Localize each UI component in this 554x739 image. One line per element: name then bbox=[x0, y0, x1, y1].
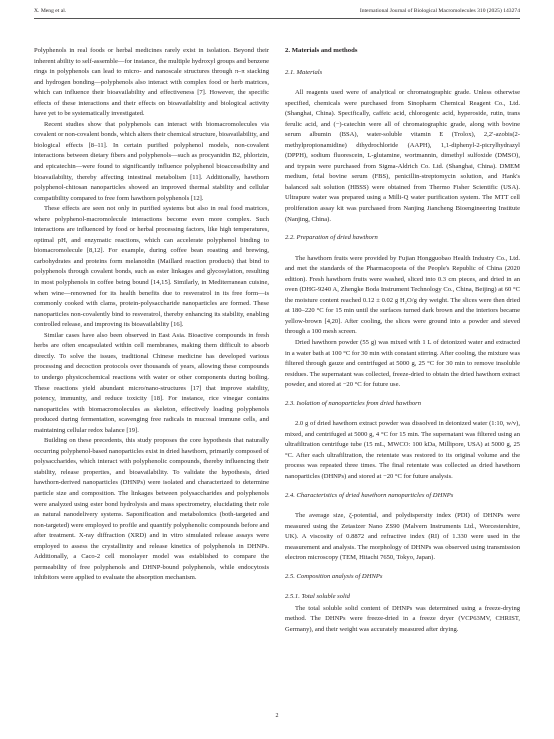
preparation-paragraph-1: The hawthorn fruits were provided by Fujian Hongguobao Health Industry Co., Ltd. and met the standards of the Pharmacopoeia of the People's Republic of China (2020 edition). Fresh hawthorn fruits were washed, sliced into 0.3 cm pieces, and dried in an oven (DHG-9240 A, Zhengke Boda Instrument Technology Co., China, Beijing) at 60 °C the moisture content reached 0.12 ± 0.02 g H₂O/g dry weight. The slices were then dried at 180–220 °C for 15 min until the surfaces turned dark brown and the interiors became yellow-brown [4,20]. After cooling, the slices were ground into a powder and sieved through a 100 mesh screen. bbox=[285, 254, 520, 336]
materials-paragraph: All reagents used were of analytical or chromatographic grade. Unless otherwise specified, chemicals were purchased from Sinopharm Chemical Reagent Co., Ltd. (Shanghai, China). Specifically, caffeic acid, chlorogenic acid, hyperoside, rutin, trans ferulic acid, and (−)-catechin were all of chromatographic grade, along with bovine serum albumin (BSA), water-soluble vitamin E (Trolox), 2,2′-azobis(2-methylpropionamidine) dihydrochloride (AAPH), 1,1-diphenyl-2-picrylhydrazyl (DPPH), sodium fluorescein, L-glutamine, wortmannin, dimethyl sulfoxide (DMSO), and trypsin were purchased from Sigma-Aldrich Co. Ltd. (Shanghai, China). DMEM medium, fetal bovine serum (FBS), penicillin-streptomycin solution, and Hank's balanced salt solution (HBSS) were obtained from Thermo Fisher Scientific (USA). Ultrapure water was prepared using a Milli-Q water purification system. The MTT cell proliferation assay kit was purchased from Nanjing Jiancheng Bioengineering Institute (Nanjing, China). bbox=[285, 89, 520, 223]
page-number: 2 bbox=[275, 713, 279, 719]
left-paragraph-2: Recent studies show that polyphenols can interact with biomacromolecules via covalent or non-covalent bonds, which alters their chemical structure, bioavailability, and biological effects [8–11]. In certain purified polyphenol models, non-covalent interactions between dietary fibers and polyphenols—such as procyanidin B2, phlorizin, and epicatechin—were found to significantly influence polyphenol bioaccessibility and bioavailability, thereby affecting intestinal metabolism [11]. Additionally, hawthorn polyphenol-chitosan nanoparticles showed an improved thermal stability and cellular compatibility compared to free form hawthorn polyphenols [12]. bbox=[34, 120, 269, 202]
header-authors: X. Meng et al. bbox=[34, 8, 67, 14]
header-journal: International Journal of Biological Macromolecules 310 (2025) 143274 bbox=[359, 8, 520, 14]
left-paragraph-1: Polyphenols in real foods or herbal medicines rarely exist in isolation. Beyond their inherent ability to self-assemble—for instance, the multiple hydroxyl groups and benzene rings in polyphenols can lead to micro- and nanoscale structures through π–π stacking and hydrogen bonding—polyphenols also interact with complex food or herb matrices, which can influence their bioavailability and effectiveness [7]. However, the specific effects of these interactions and their effects on bioavailability and biological activity have yet to be systematically investigated. bbox=[34, 47, 269, 118]
right-column bbox=[285, 46, 520, 635]
header-rule bbox=[34, 18, 520, 19]
soluble-solid-paragraph: The total soluble solid content of DHNPs was determined using a freeze-drying method. The DHNPs were freeze-dried in a freeze dryer (VCP63MV, CHRIST, Germany), and their weight was accurately measured after drying. bbox=[285, 604, 520, 633]
subsection-heading-characteristics: 2.4. Characteristics of dried hawthorn nanoparticles of DHNPs bbox=[285, 491, 454, 499]
left-column bbox=[34, 46, 269, 584]
left-paragraph-4: Similar cases have also been observed in East Asia. Bioactive compounds in fresh herbs are often encapsulated within cell membranes, making them difficult to absorb directly. To solve the issues, traditional Chinese medicine has developed various processing and decoction protocols over thousands of years, allowing these compounds to undergo physicochemical reactions with water or other components during boiling. These reactions yield abundant micro/nano-structures [17] that improve stability, potency, immunity, and reduce toxicity [18]. For instance, rice vinegar contains nanoparticles with biomacromolecules as skeleton, effectively loading polyphenols produced during fermentation, scavenging free radicals in mucosal immune cells, and maintaining cellular redox balance [19]. bbox=[34, 331, 269, 434]
left-paragraph-3: These effects are seen not only in purified systems but also in real food matrices, where polyphenol-macromolecule interactions become even more complex. Such interactions are influenced by food or herbal processing factors, like high temperatures, optimal pH, and enzymatic reactions, which can accelerate polyphenol binding to biomacromolecule [8,12]. For example, during coffee bean roasting and brewing, carbohydrates and proteins form melanoidin (Maillard reaction products) that bind to polyphenols through covalent bonds, such as ester linkages and glycosylation, resulting in most polyphenols in coffee being bound [14,15]. Similarly, in Mediterranean cuisine, when wine—renowned for its health benefits due to resveratrol in its free form—is commonly cooked with clams, protein-polysaccharide nanoparticles are formed. These nanoparticles non-covalently bind to resveratrol, thereby enhancing its stability, enabling controlled release, and improving its bioavailability [16]. bbox=[34, 205, 269, 329]
characteristics-paragraph: The average size, ζ-potential, and polydispersity index (PDI) of DHNPs were measured using the Zetasizer Nano ZS90 (Malvern Instruments Ltd., Worcestershire, UK). A viscosity of 0.8872 and refractive index (RI) of 1.330 were used in the measurement and analysis. The morphology of DHNPs was observed using transmission electron microscopy (TEM, Hitachi 7650, Tokyo, Japan). bbox=[285, 512, 520, 562]
subsection-heading-materials: 2.1. Materials bbox=[285, 68, 323, 76]
subsection-heading-preparation: 2.2. Preparation of dried hawthorn bbox=[285, 234, 378, 242]
subsubsection-heading-soluble-solid: 2.5.1. Total soluble solid bbox=[285, 593, 350, 601]
left-paragraph-5: Building on these precedents, this study proposes the core hypothesis that naturally occurring polyphenol-based nanoparticles exist in dried hawthorn, primarily composed of polysaccharides, which interact with polyphenolic compounds, thereby influencing their stability, release properties, and bioavailability. To validate the hypothesis, dried hawthorn-derived nanoparticles (DHNPs) were isolated and characterized to determine particle size and composition. The linkages between polysaccharides and polyphenols were analyzed using ester bond hydrolysis and mass spectrometry, elucidating their role as natural nanodelivery systems. Saponification and metabolomics (both-targeted and non-targeted) were employed to profile and quantify polyphenolic compounds before and after treatment. X-ray diffraction (XRD) and in vitro simulated release assays were employed to assess the crystallinity and release kinetics of polyphenols in DHNPs. Additionally, a Caco-2 cell monolayer model was established to compare the permeability of free polyphenols and DHNP-bound polyphenols, while endocytosis inhibitors were applied to evaluate the absorption mechanism. bbox=[34, 437, 269, 582]
running-header bbox=[34, 7, 520, 16]
isolation-paragraph: 2.0 g of dried hawthorn extract powder was dissolved in deionized water (1:10, w/v), mixed, and centrifuged at 5000 g, 4 °C for 15 min. The supernatant was filtered using an ultrafiltration centrifuge tube (15 mL, MWCO: 100 kDa, Millipore, USA) at 5000 g, 25 °C. After each ultrafiltration, the retentate was restored to its original volume and the process was repeated three times. The final retentate was collected as dried hawthorn nanoparticles (DHNPs) and stored at −20 °C for future analysis. bbox=[285, 420, 520, 480]
section-heading-methods: 2. Materials and methods bbox=[285, 47, 358, 54]
subsection-heading-isolation: 2.3. Isolation of nanoparticles from dried hawthorn bbox=[285, 399, 422, 407]
subsection-heading-composition: 2.5. Composition analysis of DHNPs bbox=[285, 572, 383, 580]
preparation-paragraph-2: Dried hawthorn powder (55 g) was mixed with 1 L of deionized water and extracted in a water bath at 100 °C for 30 min with constant stirring. After cooling, the mixture was filtered through gauze and centrifuged at 5000 g, 25 °C for 30 min to remove insoluble residues. The supernatant was collected, freeze-dried to obtain the dried hawthorn extract powder, and stored at −20 °C for future use. bbox=[285, 338, 520, 389]
